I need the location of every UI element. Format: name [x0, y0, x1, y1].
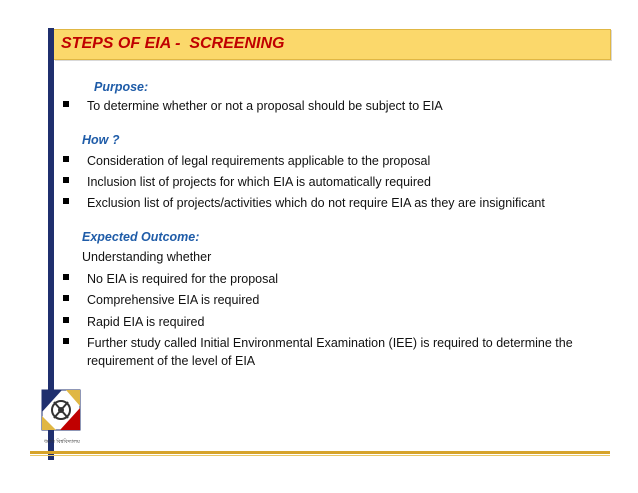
logo-caption: ধর্মাত বিশ্ববিদ্যালয়: [44, 439, 80, 445]
purpose-heading: Purpose:: [94, 80, 149, 94]
square-bullet-icon: [63, 338, 69, 344]
how-heading: How ?: [82, 133, 120, 147]
outcome-intro: Understanding whether: [82, 250, 212, 264]
bullet-text: Rapid EIA is required: [87, 315, 205, 329]
square-bullet-icon: [63, 198, 69, 204]
square-bullet-icon: [63, 295, 69, 301]
bullet-text: Further study called Initial Environmental Examination (IEE) is required to determine the requirement of the level of EIA: [87, 336, 573, 368]
bullet-text: Consideration of legal requirements applicable to the proposal: [87, 154, 431, 168]
bullet-text: To determine whether or not a proposal should be subject to EIA: [87, 99, 443, 113]
square-bullet-icon: [63, 274, 69, 280]
expected-outcome-heading: Expected Outcome:: [82, 230, 200, 244]
footer-divider-thin: [30, 455, 610, 456]
slide-title: STEPS OF EIA - SCREENING: [61, 35, 285, 52]
bullet-text: Comprehensive EIA is required: [87, 293, 260, 307]
square-bullet-icon: [63, 101, 69, 107]
title-band: [54, 29, 611, 60]
bullet-text: No EIA is required for the proposal: [87, 272, 279, 286]
square-bullet-icon: [63, 156, 69, 162]
bullet-text: Inclusion list of projects for which EIA is automatically required: [87, 175, 431, 189]
square-bullet-icon: [63, 177, 69, 183]
bullet-text: Exclusion list of projects/activities which do not require EIA as they are insignificant: [87, 196, 545, 210]
footer-divider: [30, 451, 610, 454]
square-bullet-icon: [63, 317, 69, 323]
